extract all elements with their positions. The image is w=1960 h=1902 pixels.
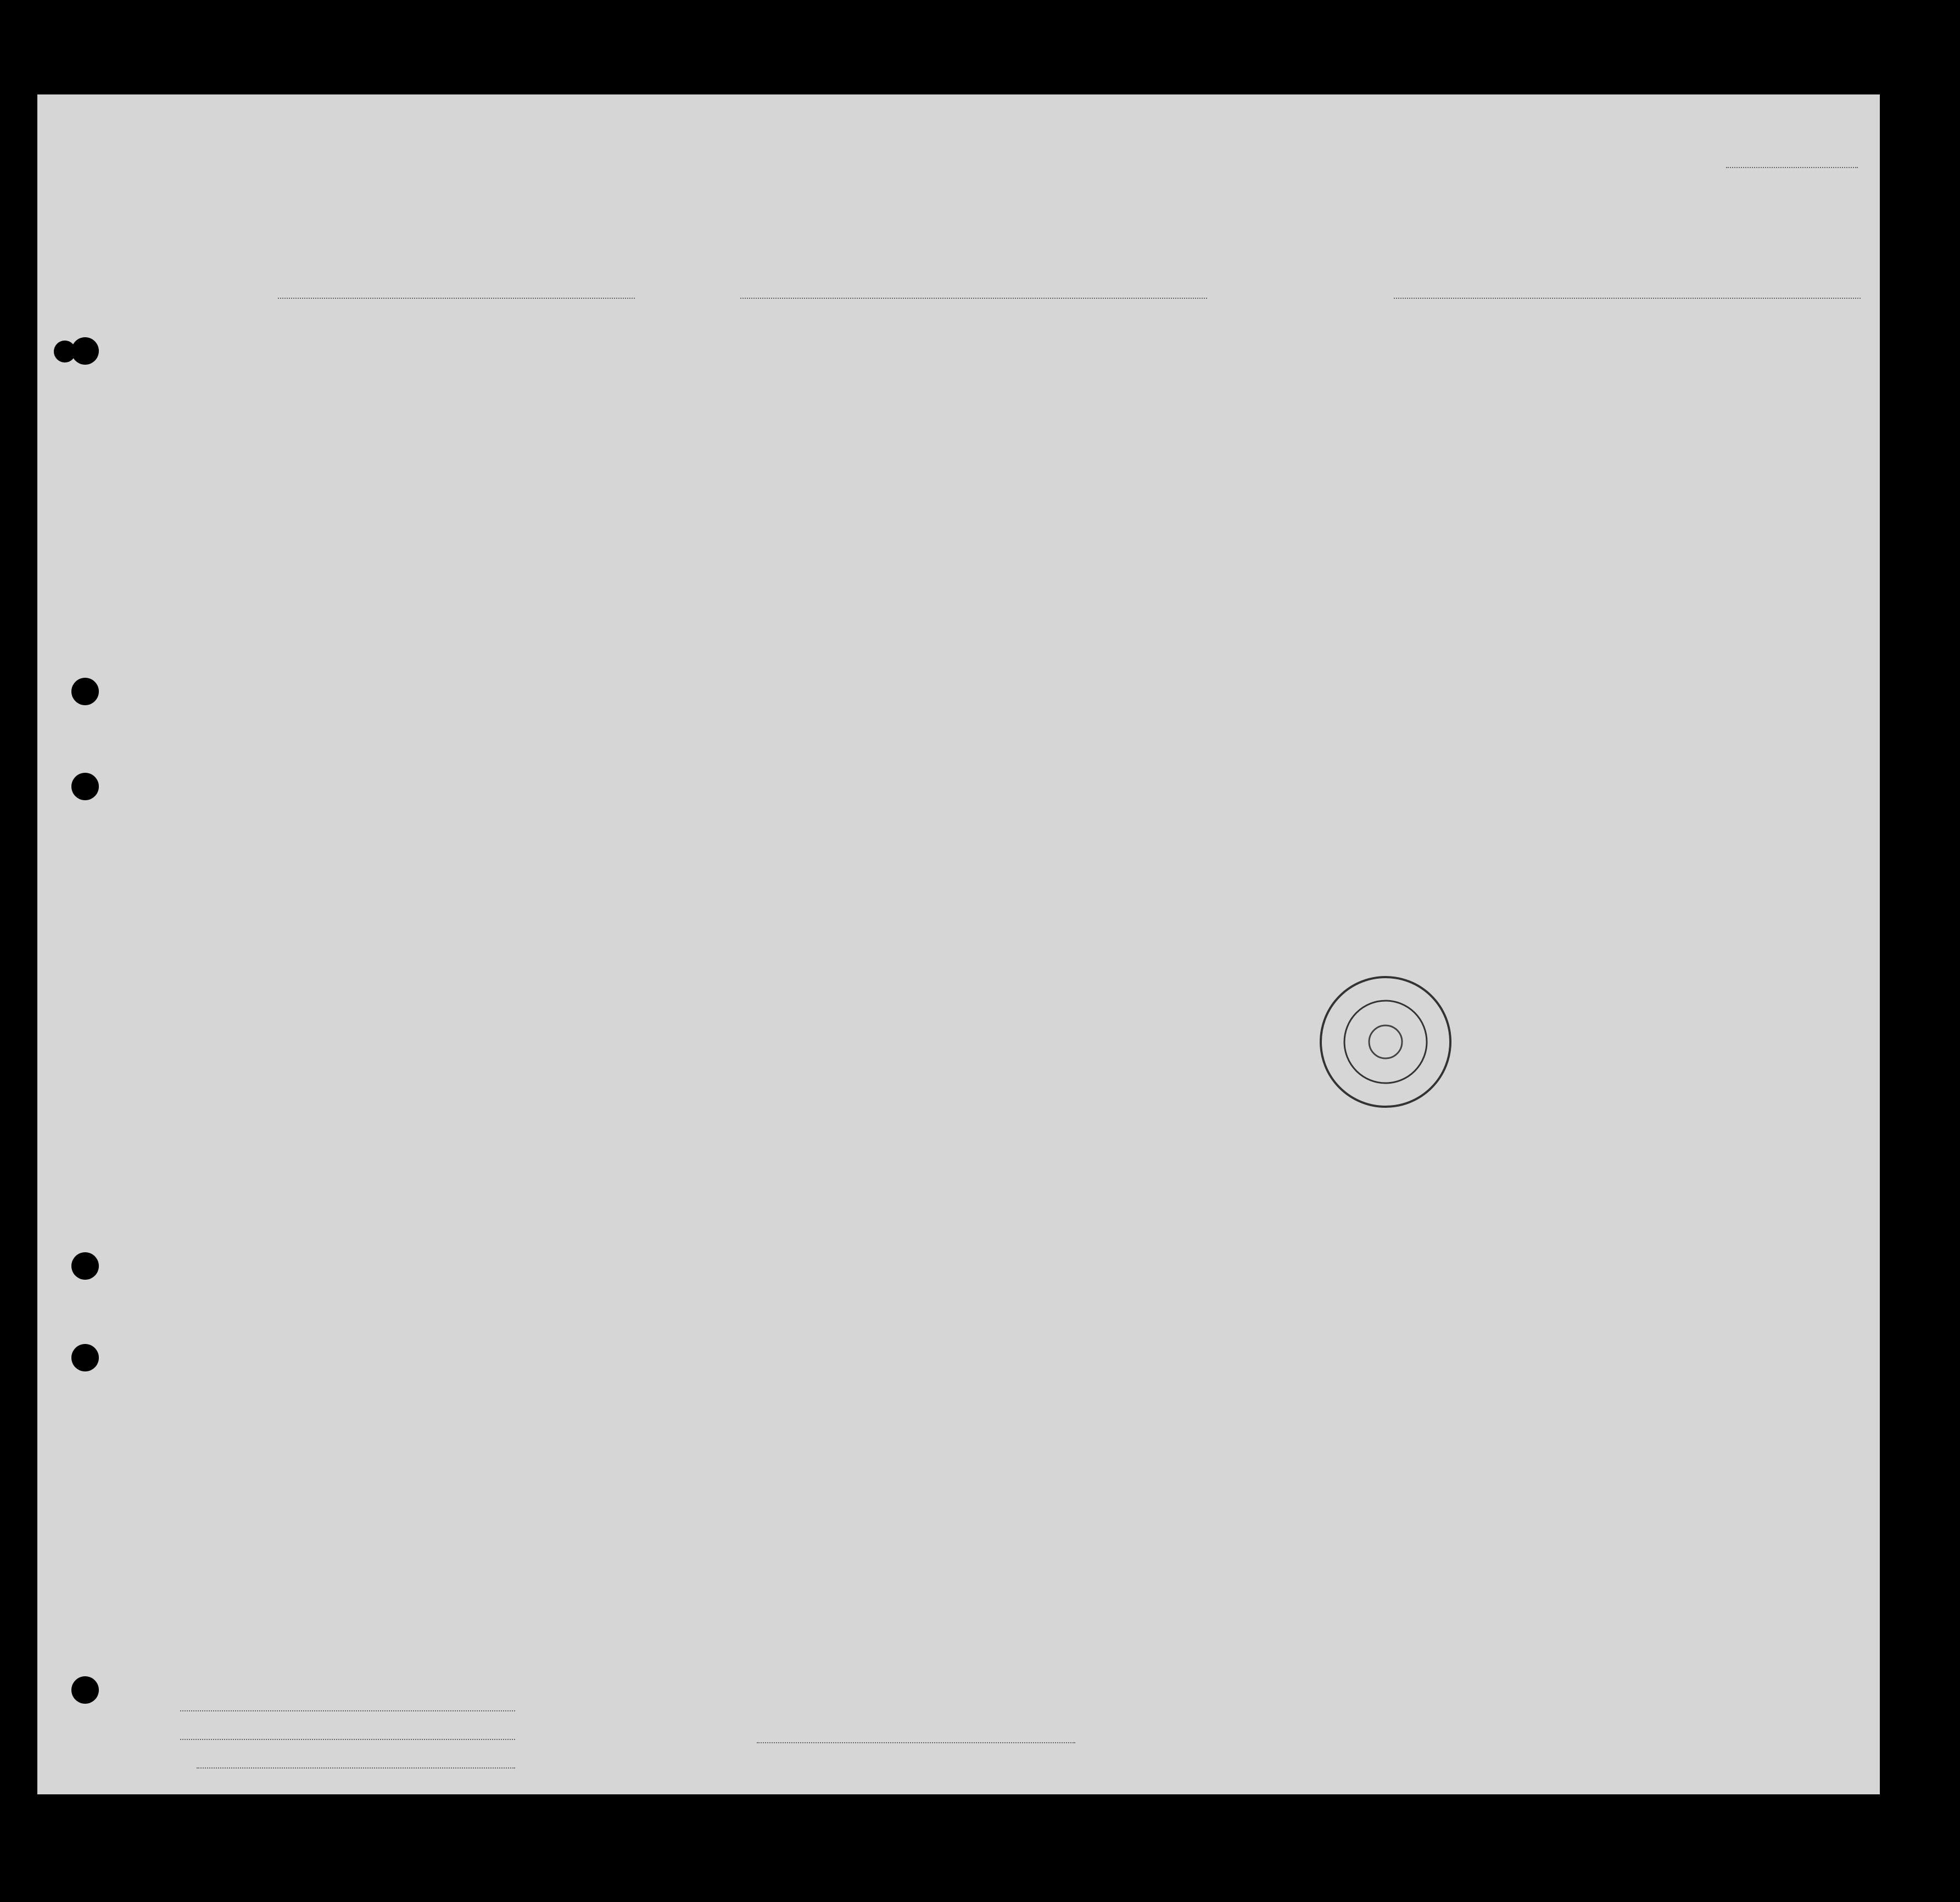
footer-agents-dotline [197, 1767, 515, 1769]
sheet-dotline [1726, 167, 1858, 168]
footer-owners-dotline [180, 1739, 515, 1740]
from-dotline [1394, 298, 1861, 299]
inspector-dotline [757, 1742, 1075, 1743]
vessel-dotline [278, 298, 635, 299]
arriving-dotline [740, 298, 1207, 299]
punch-hole [71, 678, 99, 705]
footer-line-dotline [180, 1710, 515, 1711]
punch-hole [71, 1252, 99, 1280]
manifest-sheet [37, 94, 1880, 1794]
punch-hole [71, 1676, 99, 1704]
punch-hole [71, 1344, 99, 1371]
punch-hole [54, 341, 76, 362]
embassy-seal [1317, 973, 1454, 1111]
punch-hole [71, 773, 99, 800]
